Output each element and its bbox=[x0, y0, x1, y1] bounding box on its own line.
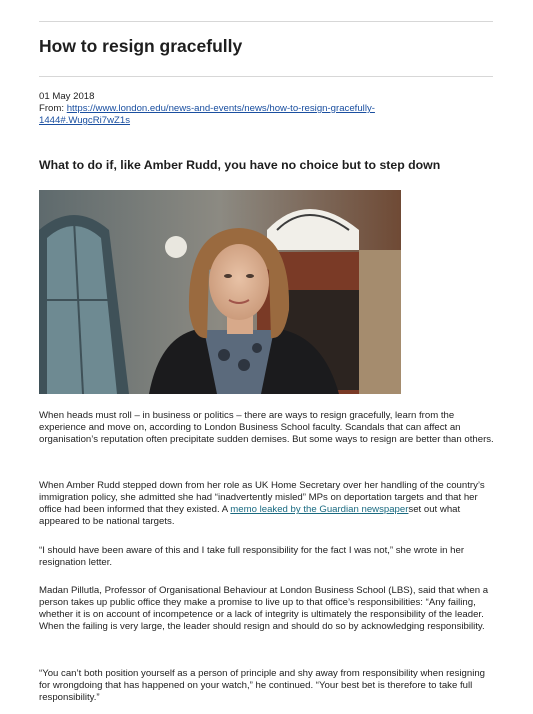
article-date: 01 May 2018 bbox=[39, 91, 95, 102]
article-subtitle: What to do if, like Amber Rudd, you have no choice but to step down bbox=[39, 158, 441, 172]
paragraph-3 bbox=[39, 545, 495, 569]
paragraph-2-tail: set out what appeared to be national targets. bbox=[39, 504, 461, 528]
paragraph-3-text: “I should have been aware of this and I take full responsibility for the fact I was not,” she wrote in her resignation letter. bbox=[39, 545, 465, 569]
article-photo bbox=[39, 190, 401, 394]
paragraph-1 bbox=[39, 410, 495, 446]
guardian-memo-link[interactable]: memo leaked by the Guardian newspaper bbox=[230, 504, 409, 516]
paragraph-2-text bbox=[39, 480, 495, 528]
paragraph-5-text: “You can’t both position yourself as a person of principle and shy away from responsibility when resigning for wrongdoing that has happened on your watch,” he continued. “Your best bet is therefore to take full responsibility.” bbox=[39, 668, 486, 704]
from-label: From: bbox=[39, 103, 67, 114]
paragraph-5 bbox=[39, 668, 495, 704]
source-link[interactable]: https://www.london.edu/news-and-events/news/how-to-resign-gracefully- bbox=[66, 103, 375, 114]
paragraph-1-text: When heads must roll – in business or politics – there are ways to resign gracefully, learn from the experience and move on, according to London Business School faculty. Scandals that can affect an organisation’s reputation often precipitate sudden demises. But some ways to resign are better than others. bbox=[39, 410, 494, 446]
source-link-continued[interactable]: 1444#.WugcRi7wZ1s bbox=[39, 115, 131, 126]
top-divider bbox=[39, 21, 493, 22]
paragraph-4 bbox=[39, 585, 495, 633]
photo-illustration bbox=[39, 190, 401, 394]
title-divider bbox=[39, 76, 493, 77]
paragraph-2 bbox=[39, 480, 495, 528]
paragraph-4-text: Madan Pillutla, Professor of Organisational Behaviour at London Business School (LBS), said that when a person takes up public office they make a promise to live up to that office’s responsibilities: “Any failing, whether it is on account of incompetence or a lack of integrity is ultimately the responsibility of the leader. When the failing is very large, the leader should resign and should do so by acknowledging responsibility. bbox=[39, 585, 489, 633]
paragraph-2-lead: When Amber Rudd stepped down from her role as UK Home Secretary over her handling of the country’s immigration policy, she admitted she had “inadvertently misled” MPs on deportation targets and that her office had been informed that they existed. A bbox=[39, 480, 485, 516]
article-meta bbox=[39, 91, 375, 127]
source-line bbox=[39, 103, 375, 127]
article-title: How to resign gracefully bbox=[39, 36, 243, 56]
